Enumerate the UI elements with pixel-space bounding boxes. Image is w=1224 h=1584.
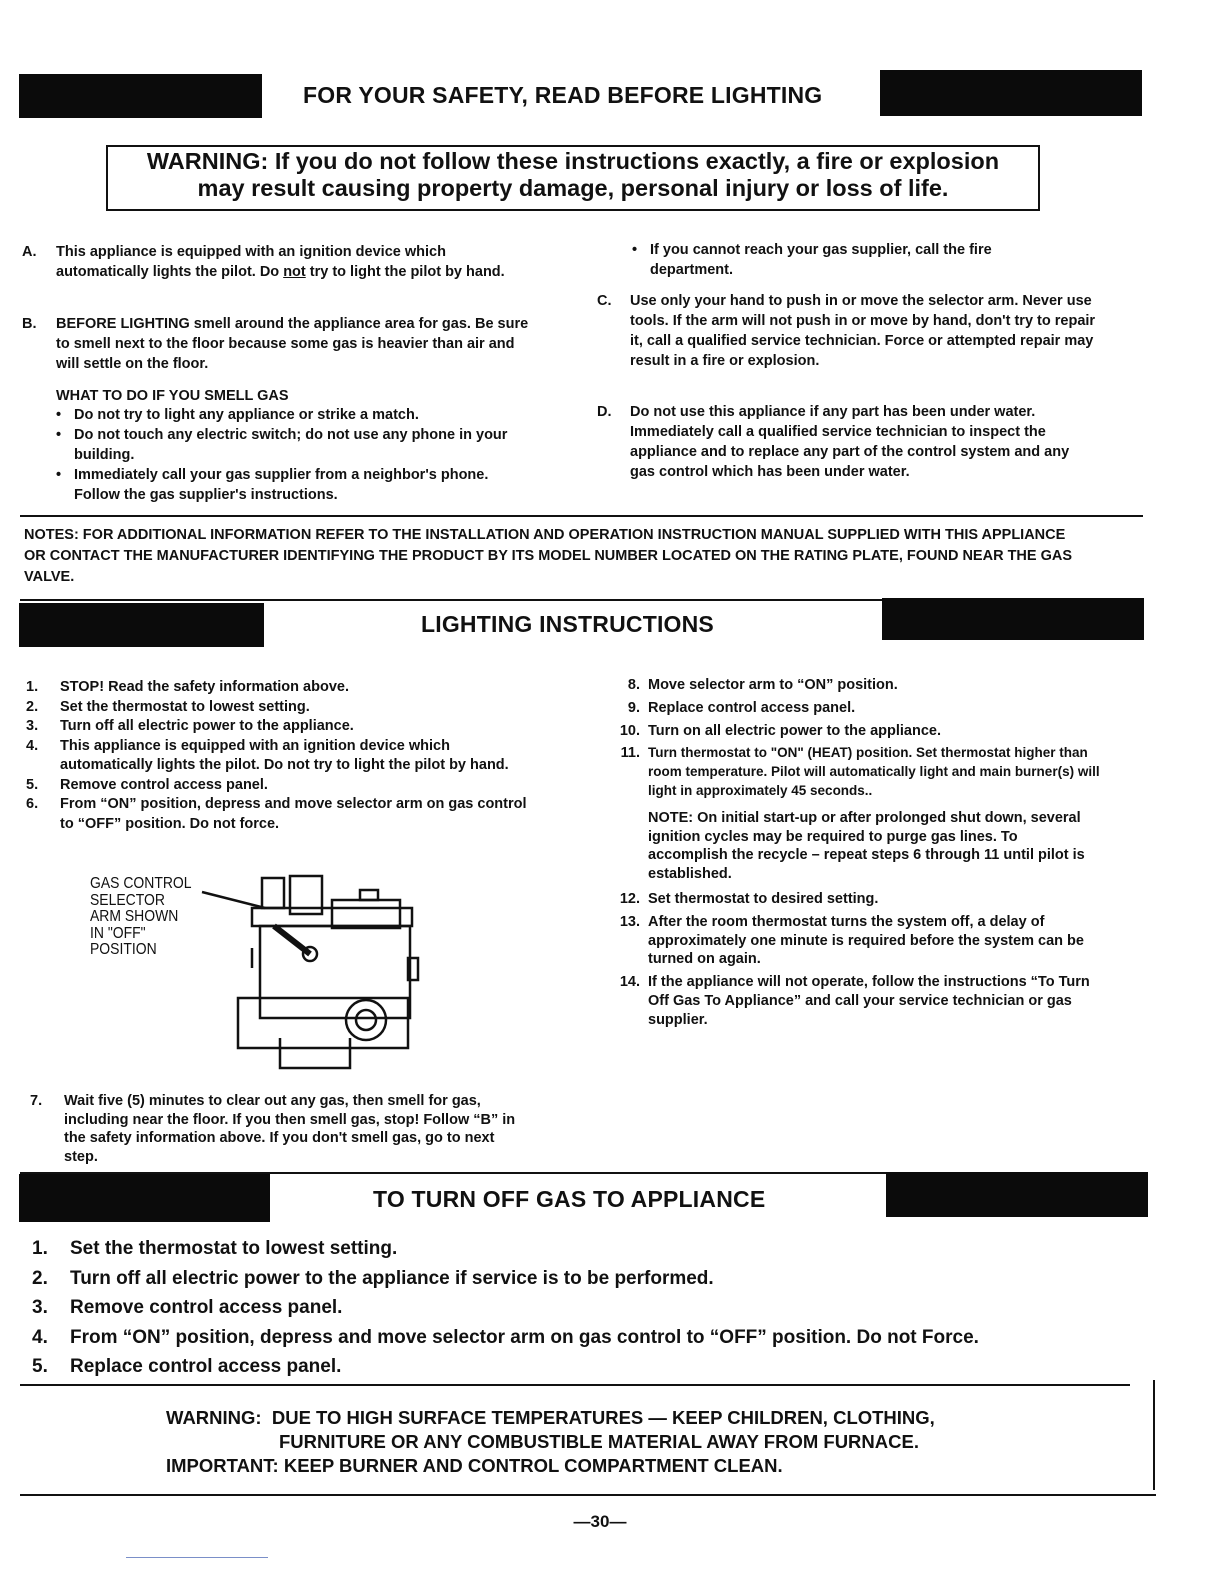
list-item: 11. Turn thermostat to "ON" (HEAT) position. Set thermostat higher than room temperature. Pilot will automatically light and main burner(s) will light in approximately 45 seconds.. — [620, 745, 1100, 798]
safety-item-a — [22, 242, 532, 282]
divider — [20, 1384, 1130, 1386]
list-item: 4. From “ON” position, depress and move selector arm on gas control to “OFF” position. Do not Force. — [32, 1326, 979, 1348]
warning-label: WARNING: — [166, 1407, 262, 1428]
leader-line — [202, 892, 265, 908]
safety-b-text: BEFORE LIGHTING smell around the appliance area for gas. Be sure to smell next to the floor because some gas is heavier than air and will settle on the floor. — [56, 316, 529, 372]
list-item: 14. If the appliance will not operate, follow the instructions “To Turn Off Gas To Appliance” and call your service technician or gas supplier. — [619, 974, 1090, 1028]
what-to-do-heading: WHAT TO DO IF YOU SMELL GAS — [56, 388, 289, 404]
safety-b-label: B. — [22, 316, 37, 332]
header-bar-left — [19, 1174, 270, 1222]
safety-c-label: C. — [597, 293, 612, 309]
list-item: 3. Turn off all electric power to the appliance. — [26, 718, 354, 734]
lighting-title: LIGHTING INSTRUCTIONS — [421, 611, 714, 637]
valve-port — [356, 1010, 376, 1030]
bullet-item: • Do not touch any electric switch; do not use any phone in your building. — [56, 427, 508, 463]
bullet-item: • Immediately call your gas supplier from a neighbor's phone. Follow the gas supplier's instructions. — [56, 467, 489, 503]
turnoff-steps — [32, 1234, 1122, 1382]
valve-body — [260, 926, 410, 1018]
list-item: 2. Turn off all electric power to the appliance if service is to be performed. — [32, 1267, 714, 1289]
valve-outlet — [280, 1038, 350, 1068]
list-item: 3. Remove control access panel. — [32, 1297, 343, 1318]
safety-item-b — [22, 314, 532, 374]
list-item: 9. Replace control access panel. — [627, 699, 856, 716]
safety-item-d — [597, 402, 1097, 482]
header-bar-right — [882, 598, 1144, 640]
decorative-line — [126, 1557, 268, 1558]
divider — [20, 1494, 1156, 1496]
page-number: —30— — [573, 1512, 627, 1531]
list-item: 4. This appliance is equipped with an ignition device which automatically lights the pilot. Do not try to light the pilot by hand. — [26, 737, 509, 773]
header-bar-left — [19, 603, 264, 647]
list-item: 10. Turn on all electric power to the appliance. — [619, 722, 942, 739]
divider — [1153, 1380, 1155, 1490]
list-item: 12. Set thermostat to desired setting. — [619, 890, 879, 907]
list-item: 1. Set the thermostat to lowest setting. — [32, 1238, 398, 1259]
selector-arm — [274, 926, 310, 954]
safety-title: FOR YOUR SAFETY, READ BEFORE LIGHTING — [303, 82, 823, 108]
turnoff-title: TO TURN OFF GAS TO APPLIANCE — [373, 1186, 766, 1212]
header-bar-right — [886, 1172, 1148, 1217]
right-bullet: • If you cannot reach your gas supplier, call the fire department. — [632, 242, 992, 278]
warning-line-2: may result causing property damage, personal injury or loss of life. — [197, 175, 949, 201]
warning-line-1: WARNING: If you do not follow these instructions exactly, a fire or explosion — [146, 148, 1000, 174]
notes: NOTES: FOR ADDITIONAL INFORMATION REFER TO THE INSTALLATION AND OPERATION INSTRUCTION MANUAL SUPPLIED WITH THIS APPLIANCE OR CONTACT THE MANUFACTURER IDENTIFYING THE PRODUCT BY ITS MODEL NUMBER LOCATED ON THE RATING PLATE, FOUND NEAR THE GAS VALVE. — [24, 527, 1073, 585]
safety-d-label: D. — [597, 404, 612, 420]
bullet-item: • Do not try to light any appliance or strike a match. — [56, 407, 419, 423]
valve-part — [262, 878, 284, 908]
valve-body — [238, 998, 408, 1048]
smell-gas-bullets — [56, 405, 526, 505]
gas-valve-diagram — [190, 868, 430, 1088]
divider — [20, 515, 1143, 517]
lighting-step-7: 7. Wait five (5) minutes to clear out any gas, then smell for gas, including near the floor. If you then smell gas, stop! Follow “B” in the safety information above. If you don't smell gas, go to next step. — [30, 1093, 516, 1165]
list-item: 2. Set the thermostat to lowest setting. — [26, 698, 310, 715]
lighting-left-steps — [26, 678, 536, 834]
list-item: 5. Remove control access panel. — [26, 776, 268, 793]
header-bar-right — [880, 70, 1142, 116]
valve-part — [360, 890, 378, 900]
diagram-label: GAS CONTROL SELECTOR ARM SHOWN IN "OFF" POSITION — [90, 875, 192, 958]
safety-a-label: A. — [22, 244, 37, 260]
safety-a-text: This appliance is equipped with an ignition device which automatically lights the pilot. Do not try to light the pilot by hand. — [56, 244, 505, 280]
lighting-right-steps — [600, 676, 1100, 1030]
important-label: IMPORTANT: — [166, 1455, 279, 1476]
list-item: 5. Replace control access panel. — [32, 1356, 342, 1377]
header-bar-left — [19, 74, 262, 118]
list-item: 8. Move selector arm to “ON” position. — [627, 677, 898, 693]
safety-item-c — [597, 291, 1097, 371]
valve-port — [346, 1000, 386, 1040]
list-item: 1. STOP! Read the safety information above. — [26, 679, 349, 695]
valve-part — [332, 900, 400, 928]
safety-d-text: Do not use this appliance if any part has been under water. Immediately call a qualified service technician to inspect the appliance and to replace any part of the control system and any gas control which has been under water. — [630, 404, 1070, 480]
list-item: 6. From “ON” position, depress and move selector arm on gas control to “OFF” position. Do not force. — [26, 796, 527, 832]
safety-c-text: Use only your hand to push in or move the selector arm. Never use tools. If the arm will not push in or move by hand, don't try to repair it, call a qualified service technician. Force or attempted repair may result in a fire or explosion. — [630, 293, 1096, 369]
list-item: NOTE: On initial start-up or after prolonged shut down, several ignition cycles may be required to purge gas lines. To accomplish the recycle – repeat steps 6 through 11 until pilot is established. — [648, 809, 1085, 883]
bottom-warning: WARNING: DUE TO HIGH SURFACE TEMPERATURES — KEEP CHILDREN, CLOTHING, FURNITURE OR ANY COMBUSTIBLE MATERIAL AWAY FROM FURNACE. IMPORTANT: KEEP BURNER AND CONTROL COMPARTMENT CLEAN. — [166, 1407, 935, 1476]
list-item: 13. After the room thermostat turns the system off, a delay of approximately one minute is required before the system can be turned on again. — [619, 913, 1084, 968]
